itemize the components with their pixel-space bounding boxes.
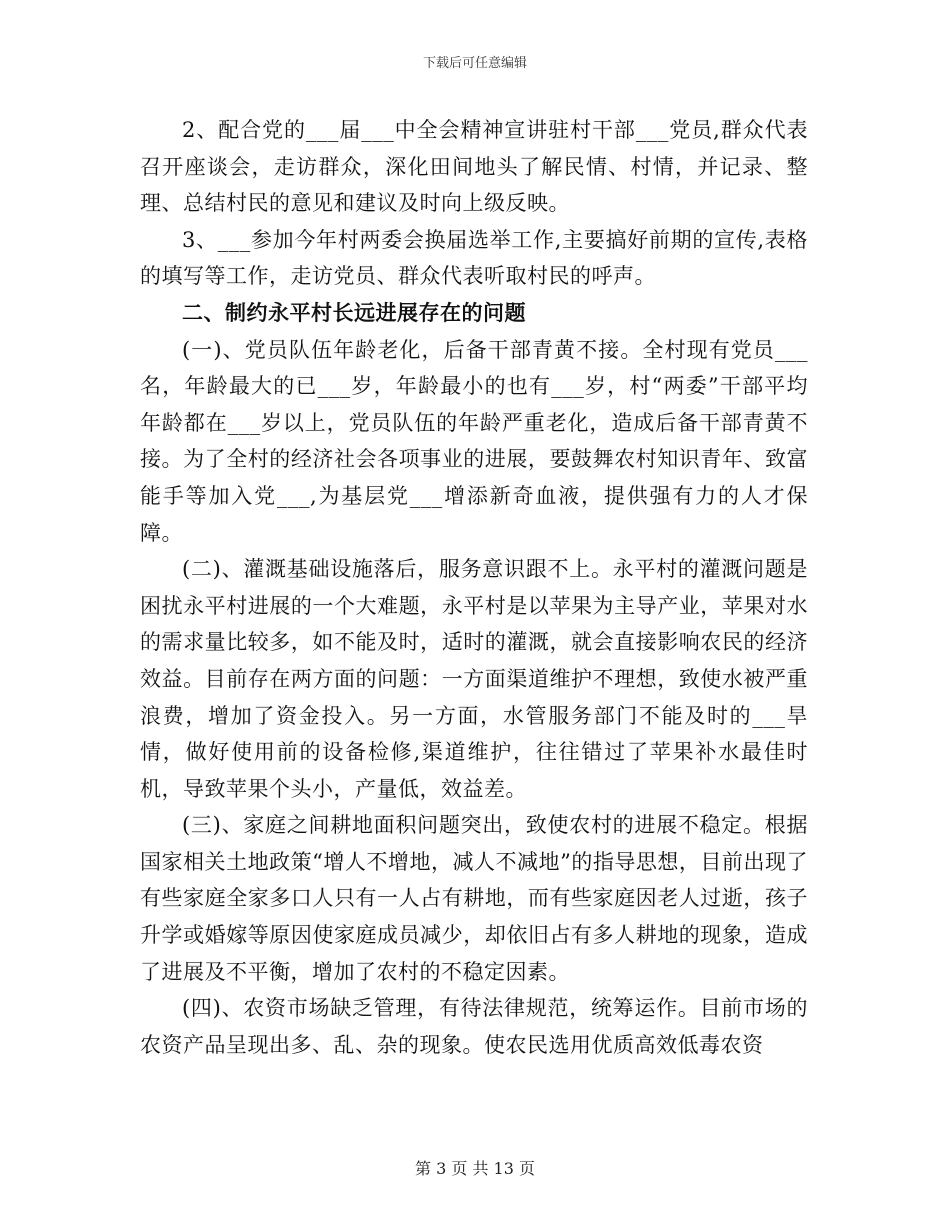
paragraph-problem-3: (三)、家庭之间耕地面积问题突出，致使农村的进展不稳定。根据国家相关土地政策“增人不增地，减人不减地”的指导思想，目前出现了有些家庭全家多口人只有一人占有耕地，而有些家庭因老人过逝，孩子升学或婚嫁等原因使家庭成员减少，却依旧占有多人耕地的现象，造成了进展及不平衡，增加了农村的不稳定因素。 (140, 813, 808, 984)
page-header-note: 下载后可任意编辑 (422, 56, 527, 71)
page-number: 第 3 页 共 13 页 (415, 1159, 535, 1178)
document-body (140, 112, 808, 1063)
paragraph-problem-1: (一)、党员队伍年龄老化，后备干部青黄不接。全村现有党员___名，年龄最大的已___岁，年龄最小的也有___岁，村“两委”干部平均年龄都在___岁以上，党员队伍的年龄严重老化，造成后备干部青黄不接。为了全村的经济社会各项事业的进展，要鼓舞农村知识青年、致富能手等加入党___,为基层党___增添新奇血液，提供强有力的人才保障。 (140, 337, 808, 545)
paragraph-3: 3、___参加今年村两委会换届选举工作,主要搞好前期的宣传,表格的填写等工作，走访党员、群众代表听取村民的呼声。 (140, 227, 808, 289)
section-heading-problems: 二、制约永平村长远进展存在的问题 (182, 300, 526, 325)
paragraph-problem-2: (二)、灌溉基础设施落后，服务意识跟不上。永平村的灌溉问题是困扰永平村进展的一个大难题，永平村是以苹果为主导产业，苹果对水的需求量比较多，如不能及时，适时的灌溉，就会直接影响农民的经济效益。目前存在两方面的问题：一方面渠道维护不理想，致使水被严重浪费，增加了资金投入。另一方面，水管服务部门不能及时的___旱情，做好使用前的设备检修,渠道维护，往往错过了苹果补水最佳时机，导致苹果个头小，产量低，效益差。 (140, 557, 808, 801)
paragraph-problem-4: (四)、农资市场缺乏管理，有待法律规范，统筹运作。目前市场的农资产品呈现出多、乱、杂的现象。使农民选用优质高效低毒农资 (140, 996, 808, 1057)
paragraph-2: 2、配合党的___届___中全会精神宣讲驻村干部___党员,群众代表召开座谈会，走访群众，深化田间地头了解民情、村情，并记录、整理、总结村民的意见和建议及时向上级反映。 (140, 118, 808, 216)
